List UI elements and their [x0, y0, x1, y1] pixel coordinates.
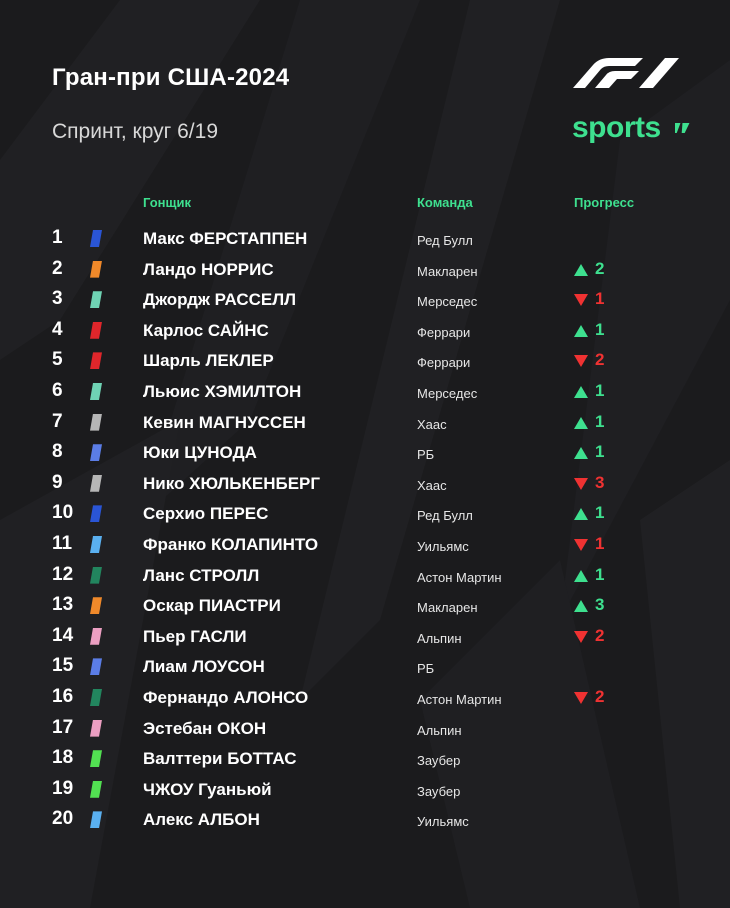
team-color-swatch — [90, 567, 102, 584]
table-row — [0, 499, 730, 529]
team-name: Макларен — [417, 263, 478, 279]
column-header-driver: Гонщик — [143, 195, 191, 210]
position-number: 13 — [52, 594, 74, 616]
sports-logo-text: sports — [572, 111, 661, 144]
progress-value: 1 — [595, 319, 605, 339]
team-color-swatch — [90, 352, 102, 369]
driver-name: Нико ХЮЛЬКЕНБЕРГ — [143, 473, 321, 493]
team-name: РБ — [417, 447, 435, 463]
page-subtitle: Спринт, круг 6/19 — [52, 120, 219, 143]
team-color-swatch — [90, 811, 102, 828]
team-color-swatch — [90, 444, 102, 461]
driver-name: Франко КОЛАПИНТО — [143, 535, 319, 554]
progress-value: 3 — [595, 595, 605, 615]
position-number: 11 — [52, 533, 73, 554]
arrow-down-icon — [574, 355, 588, 367]
position-number: 4 — [52, 318, 63, 340]
table-row — [0, 744, 730, 774]
driver-name: Шарль ЛЕКЛЕР — [143, 351, 274, 371]
team-color-swatch — [90, 383, 102, 400]
table-row — [0, 224, 730, 254]
progress-value: 2 — [595, 350, 605, 370]
position-number: 17 — [52, 716, 74, 738]
driver-name: Алекс АЛБОН — [143, 810, 260, 830]
team-color-swatch — [90, 628, 102, 645]
position-number: 12 — [52, 563, 74, 585]
progress-value: 1 — [595, 503, 605, 523]
position-number: 15 — [52, 655, 74, 677]
team-name: Ред Булл — [417, 233, 473, 248]
driver-name: Пьер ГАСЛИ — [143, 626, 247, 646]
table-row — [0, 377, 730, 407]
arrow-down-icon — [574, 478, 588, 490]
team-color-swatch — [90, 230, 102, 247]
team-color-swatch — [90, 414, 102, 431]
team-name: Макларен — [417, 600, 478, 616]
progress-value: 2 — [595, 258, 605, 278]
position-number: 7 — [52, 410, 63, 432]
team-color-swatch — [90, 322, 102, 339]
team-name: Хаас — [417, 416, 447, 432]
team-name: Феррари — [417, 355, 471, 371]
position-number: 18 — [52, 747, 74, 769]
arrow-down-icon — [574, 692, 588, 704]
team-color-swatch — [90, 720, 102, 737]
team-name: Хаас — [417, 477, 447, 493]
team-name: Альпин — [417, 630, 462, 646]
table-row — [0, 805, 730, 835]
driver-name: Эстебан ОКОН — [143, 718, 267, 738]
team-color-swatch — [90, 750, 102, 767]
position-number: 6 — [52, 380, 63, 401]
table-row — [0, 775, 730, 805]
table-row — [0, 622, 730, 652]
position-number: 10 — [52, 502, 74, 524]
sports-logo — [572, 111, 661, 145]
progress-value: 2 — [595, 625, 605, 645]
position-number: 14 — [52, 624, 74, 646]
arrow-down-icon — [574, 294, 588, 306]
arrow-up-icon — [574, 386, 588, 398]
team-color-swatch — [90, 261, 102, 278]
driver-name: Льюис ХЭМИЛТОН — [143, 382, 302, 401]
table-row — [0, 561, 730, 591]
driver-name: Кевин МАГНУССЕН — [143, 412, 306, 432]
team-name: Астон Мартин — [417, 692, 502, 707]
team-color-swatch — [90, 689, 102, 706]
team-name: Мерседес — [417, 386, 478, 401]
progress-value: 1 — [595, 289, 605, 309]
driver-name: Ланс СТРОЛЛ — [143, 565, 260, 585]
arrow-up-icon — [574, 508, 588, 520]
table-row — [0, 255, 730, 285]
driver-name: Серхио ПЕРЕС — [143, 504, 269, 524]
progress-value: 1 — [595, 534, 605, 553]
driver-name: Карлос САЙНС — [143, 320, 269, 340]
team-color-swatch — [90, 505, 102, 522]
team-color-swatch — [90, 536, 102, 553]
team-color-swatch — [90, 291, 102, 308]
table-row — [0, 714, 730, 744]
team-color-swatch — [90, 781, 102, 798]
progress-value: 2 — [595, 687, 605, 706]
team-name: Уильямс — [417, 539, 469, 554]
team-name: Заубер — [417, 783, 461, 799]
arrow-down-icon — [574, 539, 588, 551]
team-color-swatch — [90, 597, 102, 614]
position-number: 9 — [52, 471, 63, 493]
driver-name: Ландо НОРРИС — [143, 259, 274, 279]
team-name: РБ — [417, 661, 435, 677]
arrow-up-icon — [574, 447, 588, 459]
progress-value: 1 — [595, 442, 605, 462]
position-number: 2 — [52, 257, 63, 279]
table-row — [0, 316, 730, 346]
table-row — [0, 652, 730, 682]
sports-logo-ticks-icon — [675, 120, 691, 134]
team-name: Мерседес — [417, 294, 478, 310]
table-row — [0, 591, 730, 621]
table-row — [0, 346, 730, 376]
f1-logo — [573, 58, 679, 88]
table-row — [0, 530, 730, 560]
arrow-up-icon — [574, 325, 588, 337]
position-number: 20 — [52, 808, 74, 830]
table-row — [0, 408, 730, 438]
table-row — [0, 469, 730, 499]
team-name: Альпин — [417, 722, 462, 738]
page-title: Гран-при США-2024 — [52, 64, 290, 91]
driver-name: Джордж РАССЕЛЛ — [143, 290, 297, 310]
team-color-swatch — [90, 658, 102, 675]
arrow-up-icon — [574, 570, 588, 582]
position-number: 5 — [52, 349, 63, 371]
table-row — [0, 285, 730, 315]
progress-value: 1 — [595, 564, 605, 584]
table-row — [0, 683, 730, 713]
table-row — [0, 438, 730, 468]
team-name: Феррари — [417, 324, 471, 340]
progress-value: 1 — [595, 411, 605, 431]
team-name: Ред Булл — [417, 508, 473, 524]
driver-name: Фернандо АЛОНСО — [143, 688, 309, 707]
driver-name: Оскар ПИАСТРИ — [143, 596, 281, 616]
driver-name: Макс ФЕРСТАППЕН — [143, 229, 308, 248]
driver-name: Валттери БОТТАС — [143, 749, 297, 769]
arrow-up-icon — [574, 417, 588, 429]
position-number: 16 — [52, 686, 74, 707]
arrow-up-icon — [574, 264, 588, 276]
position-number: 19 — [52, 777, 74, 799]
progress-value: 1 — [595, 381, 605, 400]
column-header-progress: Прогресс — [574, 195, 635, 210]
arrow-up-icon — [574, 600, 588, 612]
position-number: 1 — [52, 227, 63, 248]
driver-name: Лиам ЛОУСОН — [143, 657, 265, 677]
team-name: Заубер — [417, 753, 461, 769]
position-number: 3 — [52, 288, 63, 310]
column-header-team: Команда — [417, 195, 473, 210]
arrow-down-icon — [574, 631, 588, 643]
team-name: Астон Мартин — [417, 569, 502, 585]
position-number: 8 — [52, 441, 63, 463]
driver-name: Юки ЦУНОДА — [143, 443, 257, 463]
progress-value: 3 — [595, 472, 605, 492]
driver-name: ЧЖОУ Гуаньюй — [143, 779, 272, 799]
team-color-swatch — [90, 475, 102, 492]
team-name: Уильямс — [417, 814, 469, 830]
